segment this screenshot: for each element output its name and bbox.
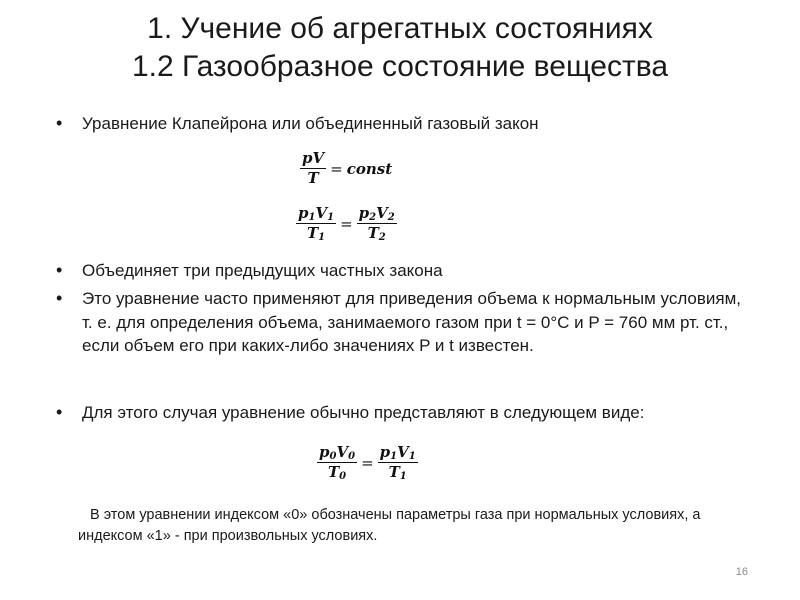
fraction-left: $\frac{p_0V_0}{T_0}$: [319, 443, 356, 482]
bullet-text: Объединяет три предыдущих частных закона: [82, 261, 443, 280]
title-line-1: 1. Учение об агрегатных состояниях: [147, 12, 653, 45]
formula-combined-gas-law: [296, 205, 397, 242]
equals-sign: =: [340, 214, 353, 233]
footnote-text: В этом уравнении индексом «0» обозначены параметры газа при нормальных условиях, а индексом «1» - при произвольных условиях.: [78, 507, 701, 544]
fraction-left: $\frac{p_1V_1}{T_1}$: [298, 204, 335, 243]
bullet-item: [56, 401, 756, 425]
bullet-marker: •: [56, 288, 63, 308]
bullet-text: Это уравнение часто применяют для приведения объема к нормальным условиям, т. е. для определения объема, занимаемого газом при t = 0°С и P = 760 мм рт. ст., если объем его при каких-либо значениях P и t известен.: [82, 289, 742, 355]
bullet-item: [56, 259, 756, 283]
title-line-2: 1.2 Газообразное состояние вещества: [131, 50, 668, 83]
bullet-marker: •: [56, 113, 63, 133]
page-number: 16: [735, 566, 748, 578]
slide-title: [0, 10, 800, 86]
bullet-text: Для этого случая уравнение обычно представляют в следующем виде:: [82, 403, 645, 422]
bullet-text: Уравнение Клапейрона или объединенный газовый закон: [82, 114, 539, 133]
formula-denominator: T: [307, 169, 319, 187]
fraction: [300, 150, 326, 187]
formula-rhs: const: [346, 159, 393, 178]
equals-sign: =: [330, 159, 343, 178]
bullet-marker: •: [56, 260, 63, 280]
bullet-item: [56, 112, 756, 136]
fraction-right: $\frac{p_2V_2}{T_2}$: [358, 204, 395, 243]
fraction-right: $\frac{p_1V_1}{T_1}$: [379, 443, 416, 482]
bullet-item: [56, 287, 756, 358]
footnote-paragraph: [78, 505, 758, 547]
formula-normal-conditions: [317, 444, 418, 481]
formula-numerator: pV: [302, 149, 325, 167]
bullet-marker: •: [56, 402, 63, 422]
formula-clapeyron: [300, 150, 392, 187]
equals-sign: =: [361, 453, 374, 472]
